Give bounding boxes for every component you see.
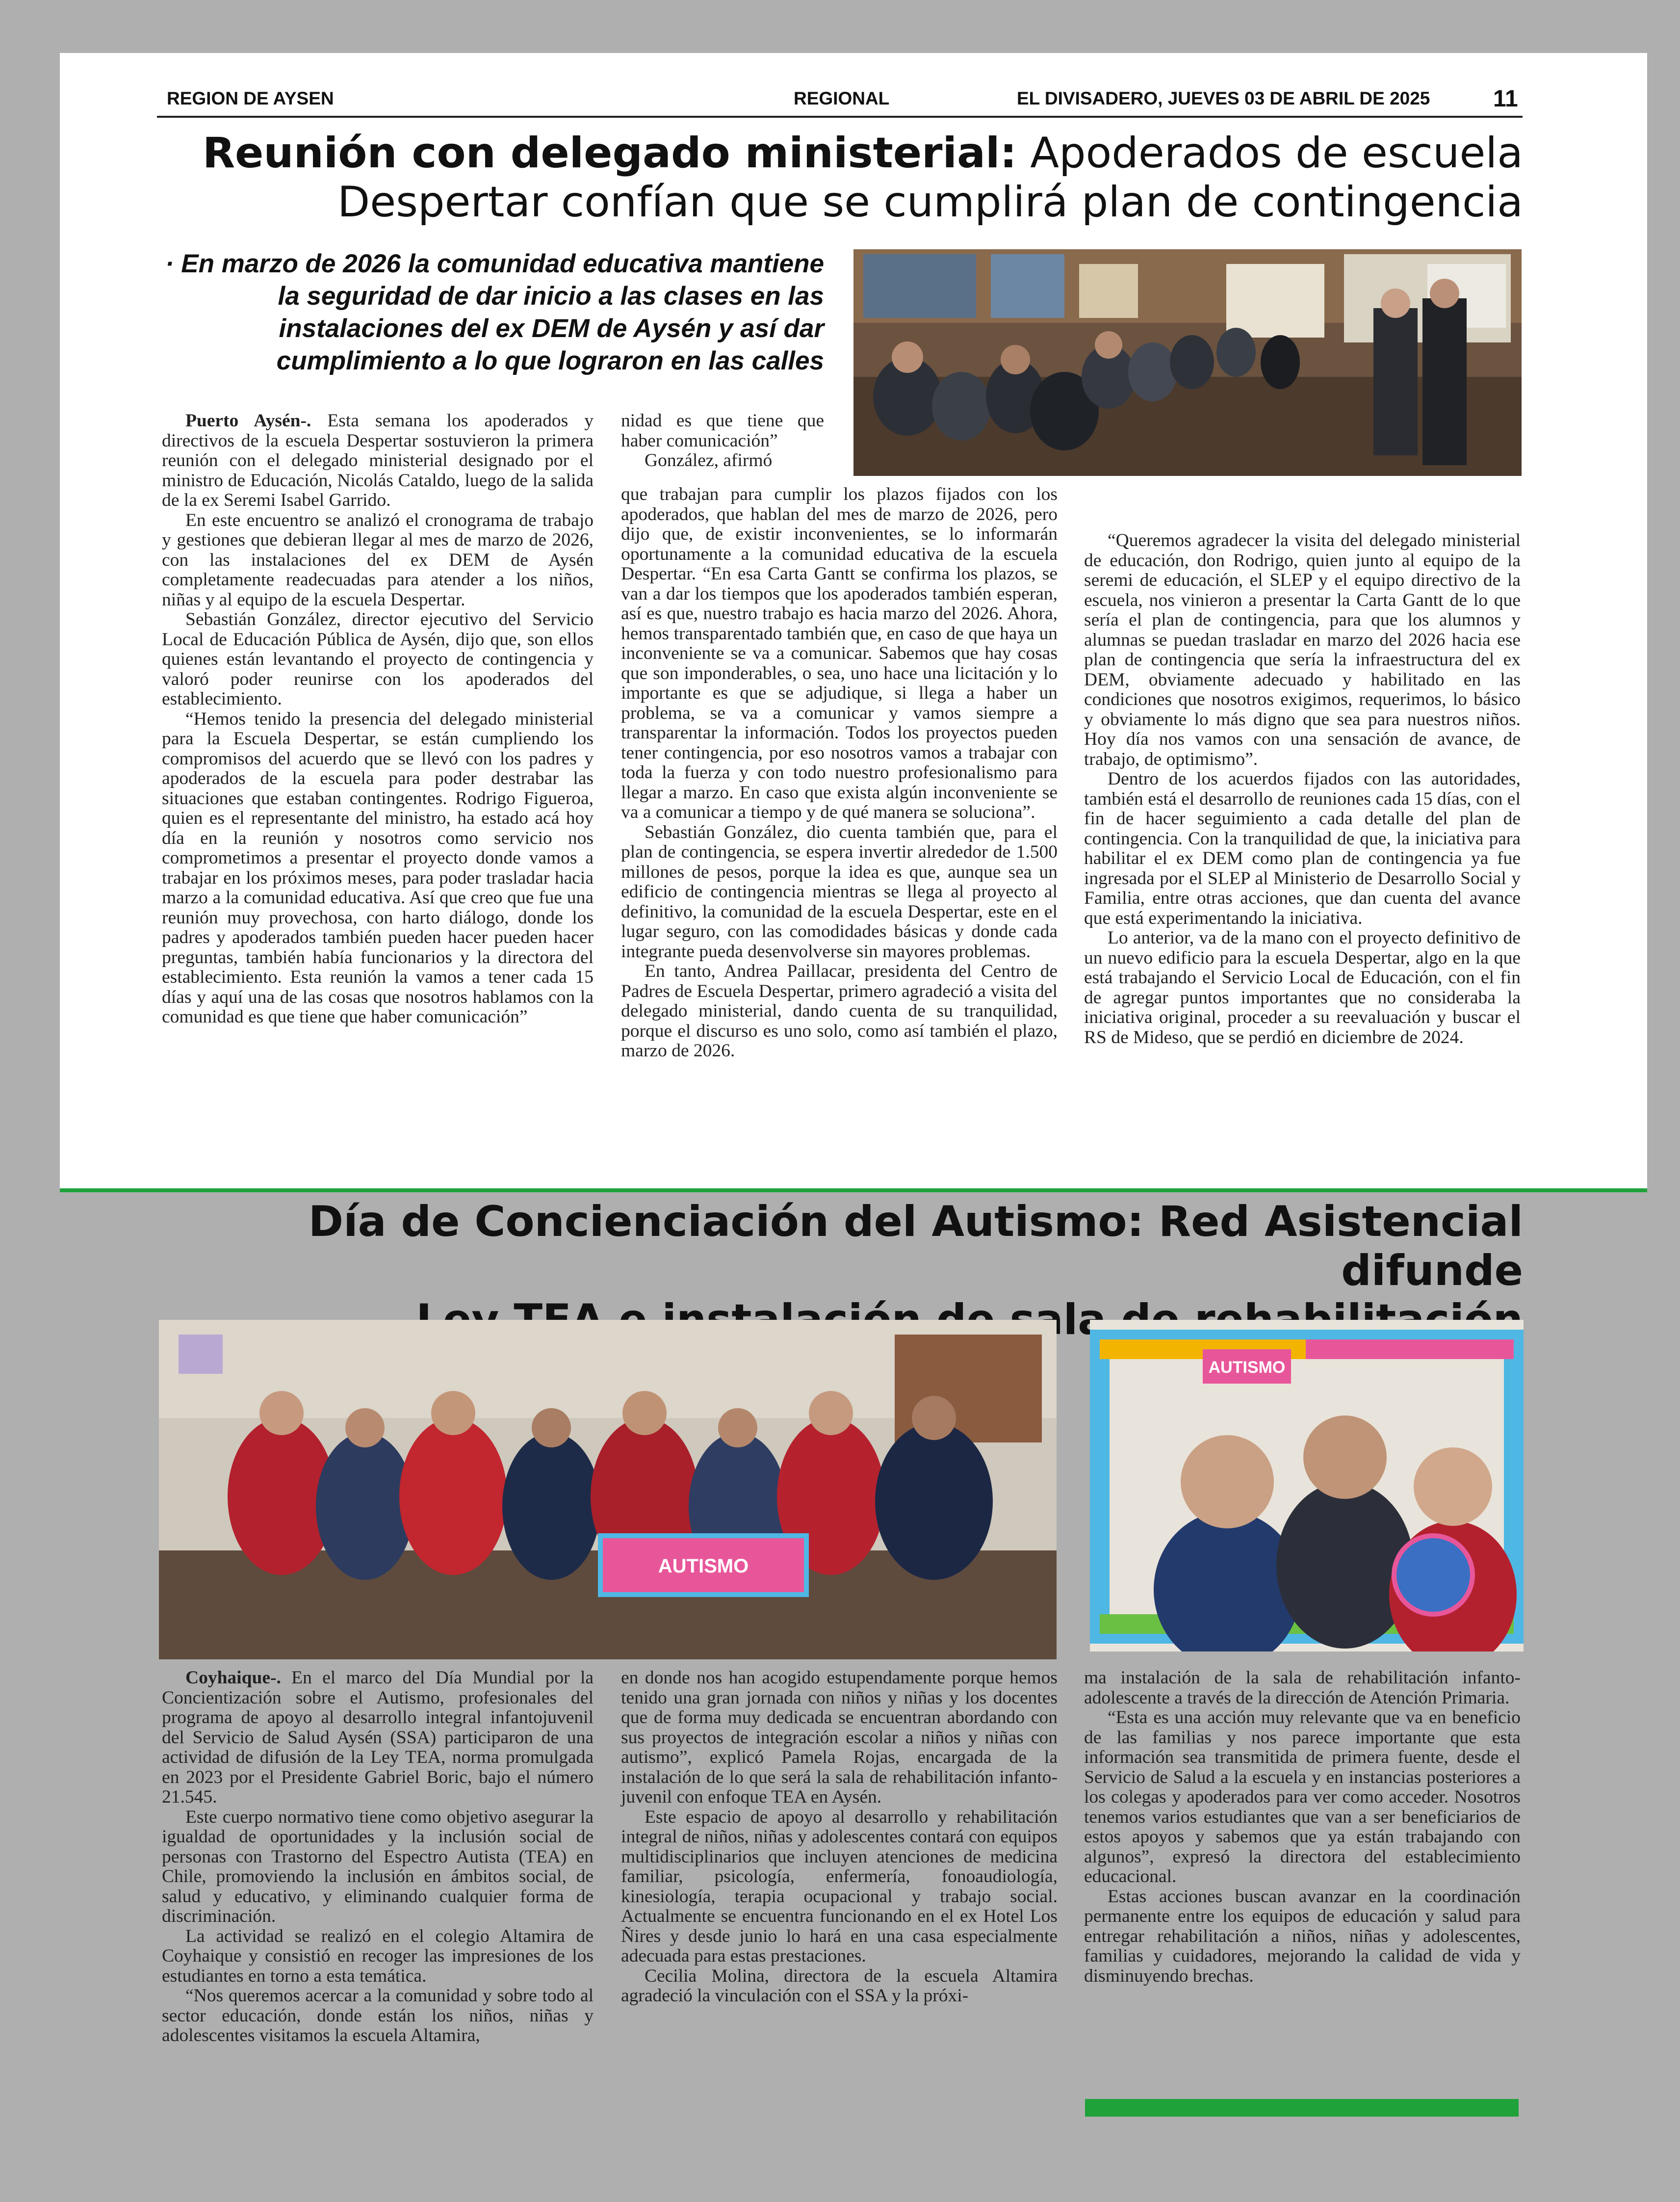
article1-column-2 bbox=[621, 485, 1058, 1061]
section-center-label: REGIONAL bbox=[794, 88, 890, 108]
article1-col3-paragraph: “Queremos agradecer la visita del delegado ministerial de educación, don Rodrigo, quien junto al equipo de la seremi de educación, el SLEP y el equipo directivo de la escuela, nos vinieron a presentar la Carta Gantt de lo que sería el plan de contingencia, para que los alumnos y alumnas se puedan trasladar en marzo del 2026 hacia ese plan de contingencia que sería la infraestructura del ex DEM, obviamente adecuado y habilitado en las condiciones que nosotros exigimos, requerimos, lo básico y obviamente lo más digno que sea para nuestros niños. Hoy día nos vamos con una sensación de avance, de trabajo, de optimismo”. bbox=[1084, 530, 1521, 769]
article1-headline-bold: Reunión con delegado ministerial: bbox=[202, 129, 1017, 178]
students-group-illustration bbox=[159, 1320, 1057, 1659]
article2-dateline: Coyhaique-. bbox=[185, 1668, 281, 1688]
article2-column-3 bbox=[1084, 1668, 1521, 1986]
meeting-photo bbox=[853, 249, 1522, 476]
article2-col3-paragraph: ma instalación de la sala de rehabilitación infanto-adolescente a través de la dirección de Atención Primaria. bbox=[1084, 1668, 1521, 1708]
green-footer-bar bbox=[1085, 2099, 1519, 2117]
article2-headline-line-2: sala bbox=[1009, 1295, 1107, 1344]
article1-column-1 bbox=[162, 411, 594, 1102]
article2-col2-paragraph: en donde nos han acogido estupendamente porque hemos tenido una gran jornada con niños y niñas y los docentes que de forma muy dedicada se encuentran abordando con sus proyectos de integración escolar a niños y niñas con autismo”, explicó Pamela Rojas, encargada de la instalación de lo que será la sala de rehabilitación infanto-juvenil con enfoque TEA en Aysén. bbox=[621, 1668, 1058, 1807]
article1-headline-rest-1: Apoderados de escuela bbox=[1030, 129, 1523, 178]
header-rule bbox=[157, 116, 1523, 118]
article2-col1-paragraph: La actividad se realizó en el colegio Altamira de Coyhaique y consistió en recoger las impresiones de los estudiantes en torno a esta temática. bbox=[162, 1926, 594, 1986]
article2-column-2 bbox=[621, 1668, 1058, 2006]
article1-col2-paragraph: Sebastián González, dio cuenta también que, para el plan de contingencia, se espera invertir alrededor de 1.500 millones de pesos, porque la idea es que, aunque sea un edificio de contingencia mientras se llega al proyecto al definitivo, la comunidad de la escuela Despertar, este en el lugar seguro, con las comodidades básicas y donde cada integrante pueda desenvolverse sin mayores problemas. bbox=[621, 822, 1058, 962]
autism-frame-sign-2: AUTISMO bbox=[1208, 1358, 1286, 1377]
article1-col1-paragraph: Esta semana los apoderados y directivos de la escuela Despertar sostuvieron la primera reunión con el delegado ministerial designado por el ministro de Educación, Nicolás Cataldo, luego de la salida de la ex Seremi Isabel Garrido. bbox=[162, 411, 594, 510]
article1-col2-top-line: nidad es que tiene que haber comunicación” bbox=[621, 411, 824, 451]
children-frame-illustration bbox=[1090, 1320, 1524, 1652]
edition-line: EL DIVISADERO, JUEVES 03 DE ABRIL DE 2025 bbox=[1017, 88, 1430, 108]
section-label: REGION DE AYSEN bbox=[167, 88, 334, 108]
article1-col1-paragraph: Sebastián González, director ejecutivo del Servicio Local de Educación Pública de Aysén, dijo que, son ellos quienes están levantando el proyecto de contingencia y valoró poder reunirse con los apoderados del establecimiento. bbox=[162, 609, 594, 709]
article2-col1-paragraph: “Nos queremos acercar a la comunidad y sobre todo al sector educación, donde están los niños, niñas y adolescentes visitamos la escuela Altamira, bbox=[162, 1986, 594, 2045]
autism-frame-sign: AUTISMO bbox=[658, 1555, 749, 1577]
children-frame-photo bbox=[1090, 1320, 1524, 1652]
green-divider bbox=[60, 1188, 1647, 1192]
article2-col1-paragraph: En el marco del Día Mundial por la Concientización sobre el Autismo, profesionales del programa de apoyo al desarrollo integral infantojuvenil del Servicio de Salud Aysén (SSA) participaron de una actividad de difusión de la Ley TEA, norma promulgada en 2023 por el Presidente Gabriel Boric, bajo el número 21.545. bbox=[162, 1668, 594, 1807]
article2-col2-paragraph: Este espacio de apoyo al desarrollo y rehabilitación integral de niños, niñas y adolescentes contará con equipos multidisciplinarios que incluyen atenciones de medicina familiar, psicología, enfermería, fonoaudiología, kinesiología, terapia ocupacional y trabajo social. Actualmente se encuentra funcionando en el ex Hotel Los Ñires y desde junio lo hará en una casa especialmente adecuada para estas prestaciones. bbox=[621, 1807, 1058, 1966]
article2-col3-paragraph: “Esta es una acción muy relevante que va en beneficio de las familias y nos parece importante que esta información sea transmitida de primera fuente, desde el Servicio de Salud a la escuela y en instancias posteriores a los colegas y apoderados para ver como acceder. Nosotros tenemos varios estudiantes que van a ser beneficiarios de estos apoyos y sabemos que ya están trabajando con algunos”, expresó la directora del establecimiento educacional. bbox=[1084, 1707, 1521, 1887]
article1-col2-paragraph: que trabajan para cumplir los plazos fijados con los apoderados, que hablan del mes de marzo de 2026, pero dijo que, de existir inconvenientes, se lo informarán oportunamente a la comunidad educativa de la escuela Despertar. “En esa Carta Gantt se confirma los plazos, se van a dar los tiempos que los apoderados también esperan, así es que, nuestro trabajo es hacia marzo del 2026. Ahora, hemos transparentado también que, en caso de que haya un inconveniente se va a comunicar. Sabemos que hay cosas que son imponderables, o sea, uno hace una licitación y lo importante es que se adjudique, si llega a haber un problema, se va a comunicar y vamos siempre a transparentar la información. Todos los proyectos pueden tener contingencia, por eso nosotros vamos a trabajar con toda la fuerza y con todo nuestro profesionalismo para llegar a marzo. En caso que exista algún inconveniente se va a comunicar a tiempo y de qué manera se soluciona”. bbox=[621, 484, 1058, 822]
article1-col2-top-line-2: González, afirmó bbox=[645, 450, 773, 471]
article1-column-2-top bbox=[621, 411, 824, 471]
article2-col1-paragraph: Este cuerpo normativo tiene como objetivo asegurar la igualdad de oportunidades y la inclusión social de personas con Trastorno del Espectro Autista (TEA) en Chile, promoviendo la inclusión en ámbitos social, de salud y educativo, y eliminando cualquier forma de discriminación. bbox=[162, 1807, 594, 1926]
meeting-photo-illustration bbox=[853, 249, 1522, 476]
article1-subtitle: · En marzo de 2026 la comunidad educativa mantiene la seguridad de dar inicio a las clases en las instalaciones del ex DEM de Aysén y así dar cumplimiento a lo que lograron en las calles bbox=[165, 249, 824, 375]
article1-headline-rest-2: Despertar confían que se cumplirá plan de contingencia bbox=[337, 178, 1523, 227]
students-group-photo bbox=[159, 1320, 1057, 1659]
article1-column-3 bbox=[1084, 531, 1521, 1048]
article1-col1-paragraph: En este encuentro se analizó el cronograma de trabajo y gestiones que debieran llegar al mes de marzo de 2026, con las instalaciones del ex DEM de Aysén completamente readecuadas para atender a los niños, niñas y al equipo de la escuela Despertar. bbox=[162, 510, 594, 610]
article2-col3-paragraph: Estas acciones buscan avanzar en la coordinación permanente entre los equipos de educación y salud para entregar rehabilitación a niños, niñas y adolescentes, familias y cuidadores, mejorando la calidad de vida y disminuyendo brechas. bbox=[1084, 1886, 1521, 1986]
article2-headline-line-1: Día de Concienciación del Autismo: Red Asistencial difunde bbox=[308, 1197, 1523, 1295]
article2-column-1 bbox=[162, 1668, 594, 2046]
article1-col2-paragraph: En tanto, Andrea Paillacar, presidenta del Centro de Padres de Escuela Despertar, primero agradeció a visita del delegado ministerial, dando cuenta de su tranquilidad, porque el discurso es uno solo, como así también el plazo, marzo de 2026. bbox=[621, 961, 1058, 1061]
article1-col1-paragraph: “Hemos tenido la presencia del delegado ministerial para la Escuela Despertar, se están cumpliendo los compromisos del acuerdo que se llevó con los padres y apoderados de la escuela para poder destrabar las situaciones que estaban contingentes. Rodrigo Figueroa, quien es el representante del ministro, ha estado acá hoy día en la reunión y nosotros como servicio nos comprometimos a presentar el proyecto donde vamos a trabajar en los próximos meses, para poder trasladar hacia marzo a la comunidad educativa. Así que creo que fue una reunión muy provechosa, con harto diálogo, donde los padres y apoderados también pueden hacer pueden hacer preguntas, también había funcionarios y la directora del establecimiento. Esta reunión la vamos a tener cada 15 días y aquí una de las cosas que nosotros hablamos con la comunidad es que tiene que haber comunicación” bbox=[162, 709, 594, 1027]
article2-col2-paragraph: Cecilia Molina, directora de la escuela Altamira agradeció la vinculación con el SSA y la próxi- bbox=[621, 1966, 1058, 2006]
article1-dateline: Puerto Aysén-. bbox=[185, 411, 311, 431]
article1-col3-paragraph: Lo anterior, va de la mano con el proyecto definitivo de un nuevo edificio para la escuela Despertar, algo en la que está trabajando el Servicio Local de Educación, con el fin de agregar puntos importantes que no consideraba la iniciativa original, proceder a su reevaluación y buscar el RS de Mideso, que se perdió en diciembre de 2024. bbox=[1084, 928, 1521, 1048]
article1-col3-paragraph: Dentro de los acuerdos fijados con las autoridades, también está el desarrollo de reuniones cada 15 días, con el fin de hacer seguimiento a cada detalle del plan de contingencia. Con la tranquilidad de que, la iniciativa para habilitar el ex DEM como plan de contingencia ya fue ingresada por el SLEP al Ministerio de Desarrollo Social y Familia, entre otras acciones, que dan cuenta del avance que está experimentando la iniciativa. bbox=[1084, 769, 1521, 928]
article1-headline bbox=[150, 129, 1523, 227]
page-number: 11 bbox=[1493, 86, 1518, 112]
